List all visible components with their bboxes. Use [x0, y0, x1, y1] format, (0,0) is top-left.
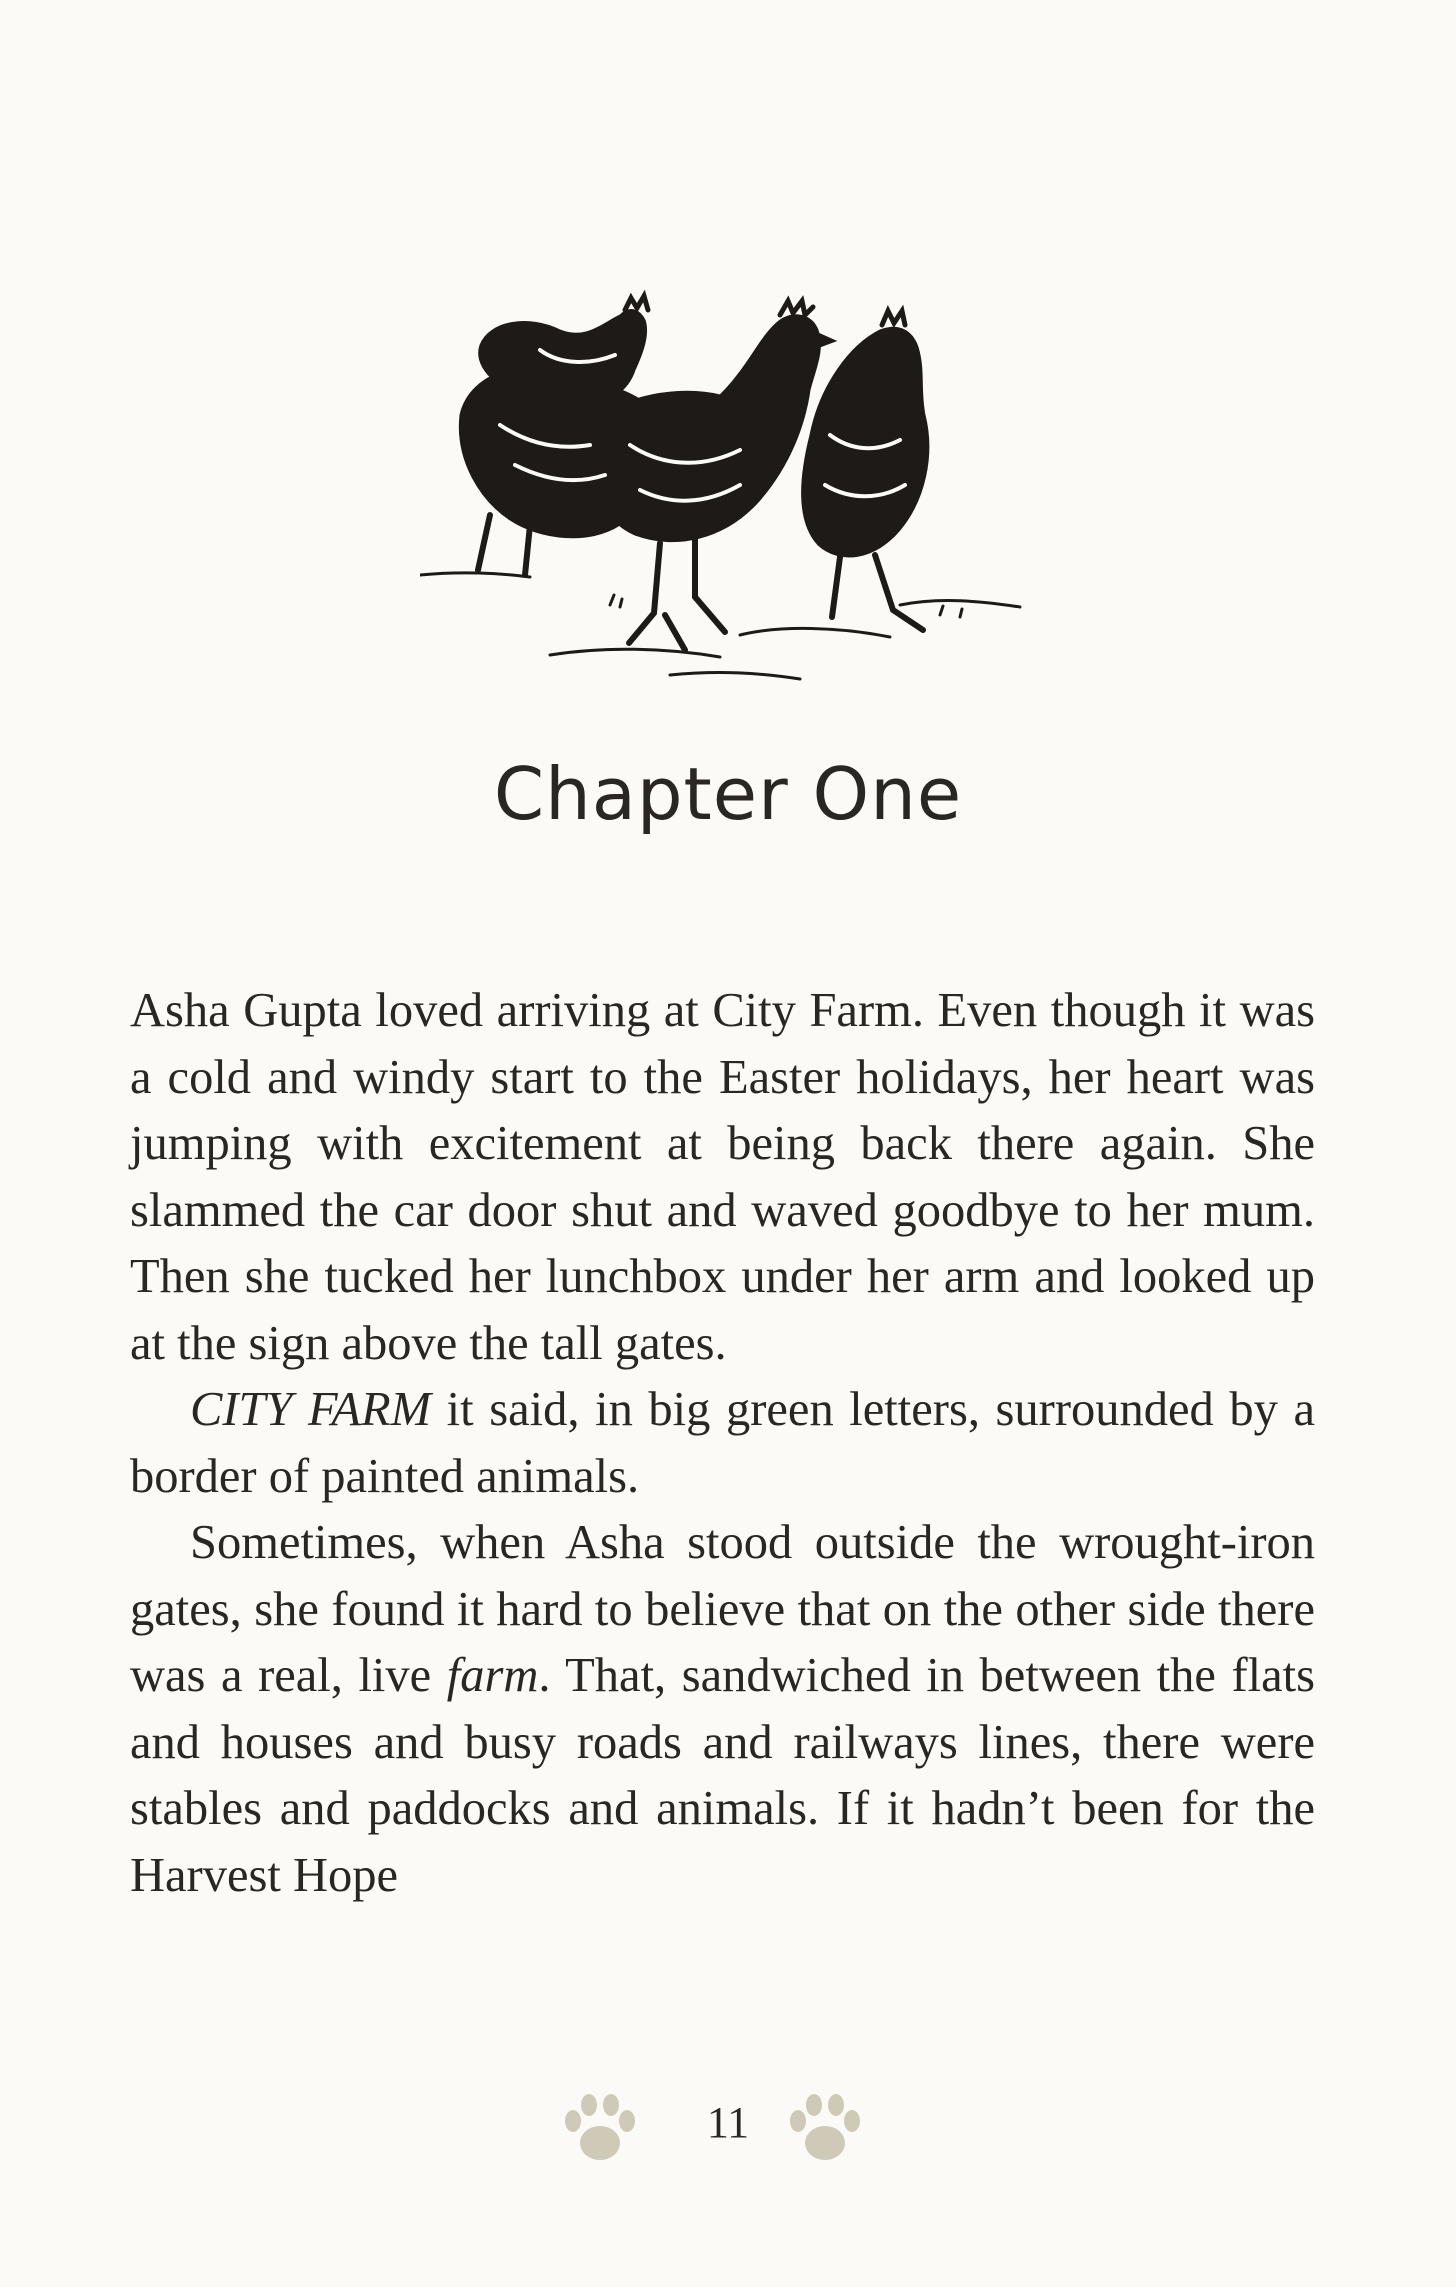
paragraph-1: Asha Gupta loved arriving at City Farm. Even though it was a cold and windy start to the Easter holidays, her heart was jumping with excitement at being back there again. She slammed the car door shut and waved goodbye to her mum. Then she tucked her lunchbox under her arm and looked up at the sign above the tall gates. [130, 984, 1315, 1370]
paragraph-3-text-a: Sometimes, when Asha stood outside the wrought-iron gates, she found it hard to believe that on the other side there was a real, live [130, 1516, 1315, 1702]
chapter-title: Chapter One [493, 752, 963, 836]
paragraph-2-text: it said, in big green letters, surrounded by a border of painted animals. [130, 1383, 1315, 1503]
chickens-illustration-icon [420, 275, 1060, 715]
paw-print-icon [555, 2085, 645, 2175]
paragraph-3 [130, 1510, 1315, 1909]
paw-print-icon [780, 2085, 870, 2175]
body-text [130, 978, 1315, 1909]
page-footer [0, 2085, 1456, 2175]
farm-emphasis: farm [446, 1649, 539, 1702]
paragraph-2 [130, 1377, 1315, 1510]
paragraph-3-text-b: . That, sandwiched in between the flats and houses and busy roads and railways lines, there were stables and paddocks and animals. If it hadn’t been for the Harvest Hope [130, 1649, 1315, 1902]
city-farm-sign-text: CITY FARM [190, 1383, 432, 1436]
page-number: 11 [706, 2098, 750, 2147]
